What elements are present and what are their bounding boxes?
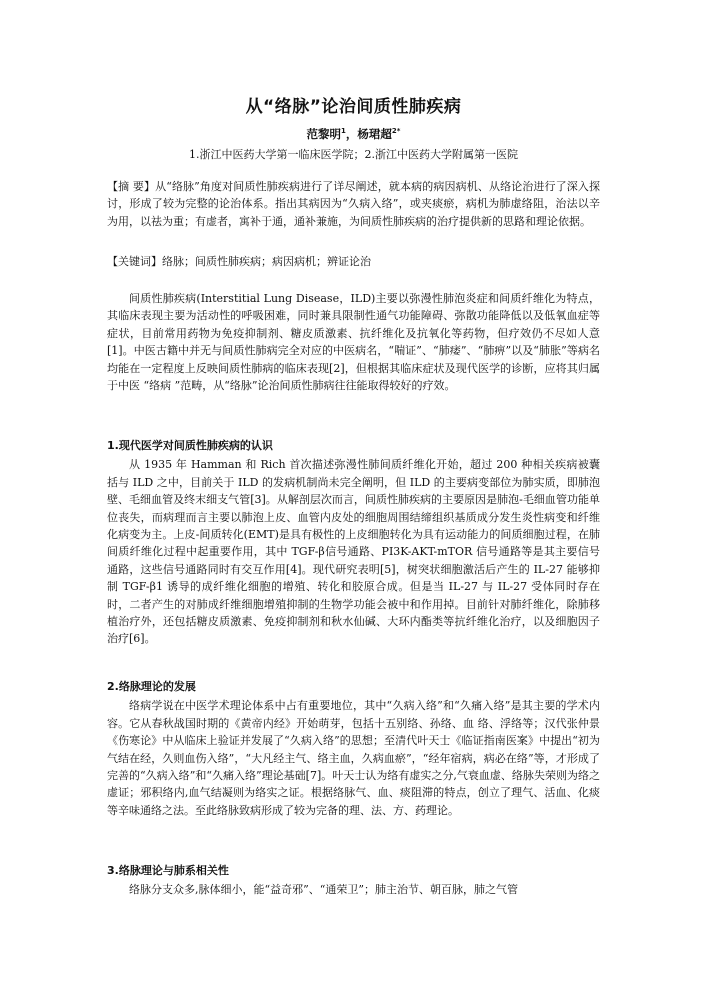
section-paragraph: 从 1935 年 Hamman 和 Rich 首次描述弥漫性肺间质纤维化开始，超过 200 种相关疾病被囊括与 ILD 之中，目前关于 ILD 的发病机制尚未完全阐明，但 ILD 的主要病变部位为肺实质，即肺泡壁、毛细血管及终末细支气管[3]。从解剖层次而言，间质性肺疾病的主要原因是肺泡-毛细血管功能单位丧失，而病理而言主要以肺泡上皮、血管内皮处的细胞周围结缔组织基质成分发生炎性病变和纤维化病变为主。上皮-间质转化(EMT)是具有极性的上皮细胞转化为具有运动能力的间质细胞过程，在肺间质纤维化过程中起重要作用，其中 TGF-β信号通路、PI3K-AKT-mTOR 信号通路等是其主要信号通路，这些信号通路同时有交互作用[4]。现代研究表明[5]，树突状细胞激活后产生的 IL-27 能够抑制 TGF-β1 诱导的成纤维化细胞的增殖、转化和胶原合成。但是当 IL-27 与 IL-27 受体同时存在时，二者产生的对肺成纤维细胞增殖抑制的生物学功能会被中和作用掉。目前针对肺纤维化，除肺移植治疗外，还包括糖皮质激素、免疫抑制剂和秋水仙碱、大环内酯类等抗纤维化治疗，以及细胞因子治疗[6]。 — [107, 458, 600, 646]
author-name: 杨珺超 — [357, 127, 392, 141]
section-heading: 1.现代医学对间质性肺疾病的认识 — [107, 439, 273, 452]
section-2 — [107, 678, 600, 819]
author-superscript: 1 — [341, 127, 346, 136]
introduction-paragraph: 间质性肺疾病(Interstitial Lung Disease，ILD)主要以弥漫性肺泡炎症和间质纤维化为特点，其临床表现主要为活动性的呼吸困难，同时兼具限制性通气功能障碍、弥散功能降低以及低氧血症等症状，目前常用药物为免疫抑制剂、糖皮质激素、抗纤维化及抗氧化等药物，但疗效仍不尽如人意[1]。中医古籍中并无与间质性肺病完全对应的中医病名，“喘证”、“肺痿”、“肺痹”以及“肺胀”等病名均能在一定程度上反映间质性肺病的临床表现[2]，但根据其临床症状及现代医学的诊断，应将其归属于中医 “络病 ”范畴，从“络脉”论治间质性肺病往往能取得较好的疗效。 — [107, 292, 600, 393]
section-heading: 3.络脉理论与肺系相关性 — [107, 864, 229, 877]
affiliation-line: 1.浙江中医药大学第一临床医学院；2.浙江中医药大学附属第一医院 — [189, 148, 518, 161]
author-name: 范黎明 — [306, 127, 342, 141]
section-heading: 2.络脉理论的发展 — [107, 680, 196, 693]
author-separator: ， — [345, 127, 358, 141]
abstract-text: 从“络脉”角度对间质性肺疾病进行了详尽阐述，就本病的病因病机、从络论治进行了深入探讨，形成了较为完整的论治体系。指出其病因为“久病入络”，或夹痰瘀，病机为肺虚络阻，治法以辛为用，以祛为重；有虚者，寓补于通，通补兼施，为间质性肺疾病的治疗提供新的思路和理论依据。 — [107, 180, 601, 228]
section-paragraph: 络病学说在中医学术理论体系中占有重要地位，其中“久病入络”和“久痛入络”是其主要的学术内容。它从春秋战国时期的《黄帝内经》开始萌芽，包括十五别络、孙络、血 络、浮络等；汉代张仲景《伤寒论》中从临床上验证并发展了“久病入络”的思想；至清代叶天士《临证指南医案》中提出“初为气结在经，久则血伤入络”，“大凡经主气、络主血，久病血瘀”，“经年宿病，病必在络”等，才形成了完善的“久病入络”和“久痛入络”理论基础[7]。叶天士认为络有虚实之分,气衰血虚、络脉失荣则为络之虚证；邪积络内,血气结凝则为络实之证。根据络脉气、血、痰阻滞的特点，创立了理气、活血、化痰等辛味通络之法。至此络脉致病形成了较为完备的理、法、方、药理论。 — [107, 699, 600, 817]
keywords-block — [107, 253, 600, 270]
author-line — [0, 126, 707, 142]
section-paragraph: 络脉分支众多,脉体细小，能“益奇邪”、“通荣卫”；肺主治节、朝百脉，肺之气管 — [129, 883, 518, 897]
introduction-block — [107, 290, 600, 394]
section-1 — [107, 437, 600, 648]
abstract-paragraph — [107, 178, 600, 230]
abstract-label: 【摘 要】 — [107, 180, 156, 193]
keywords-label: 【关键词】 — [107, 255, 162, 268]
keywords-text: 络脉；间质性肺疾病；病因病机；辨证论治 — [162, 255, 371, 268]
paper-title: 从“络脉”论治间质性肺疾病 — [245, 97, 462, 117]
keywords-paragraph — [107, 253, 600, 270]
section-3 — [107, 862, 600, 899]
author-superscript: 2* — [391, 127, 401, 136]
abstract-block — [107, 178, 600, 230]
